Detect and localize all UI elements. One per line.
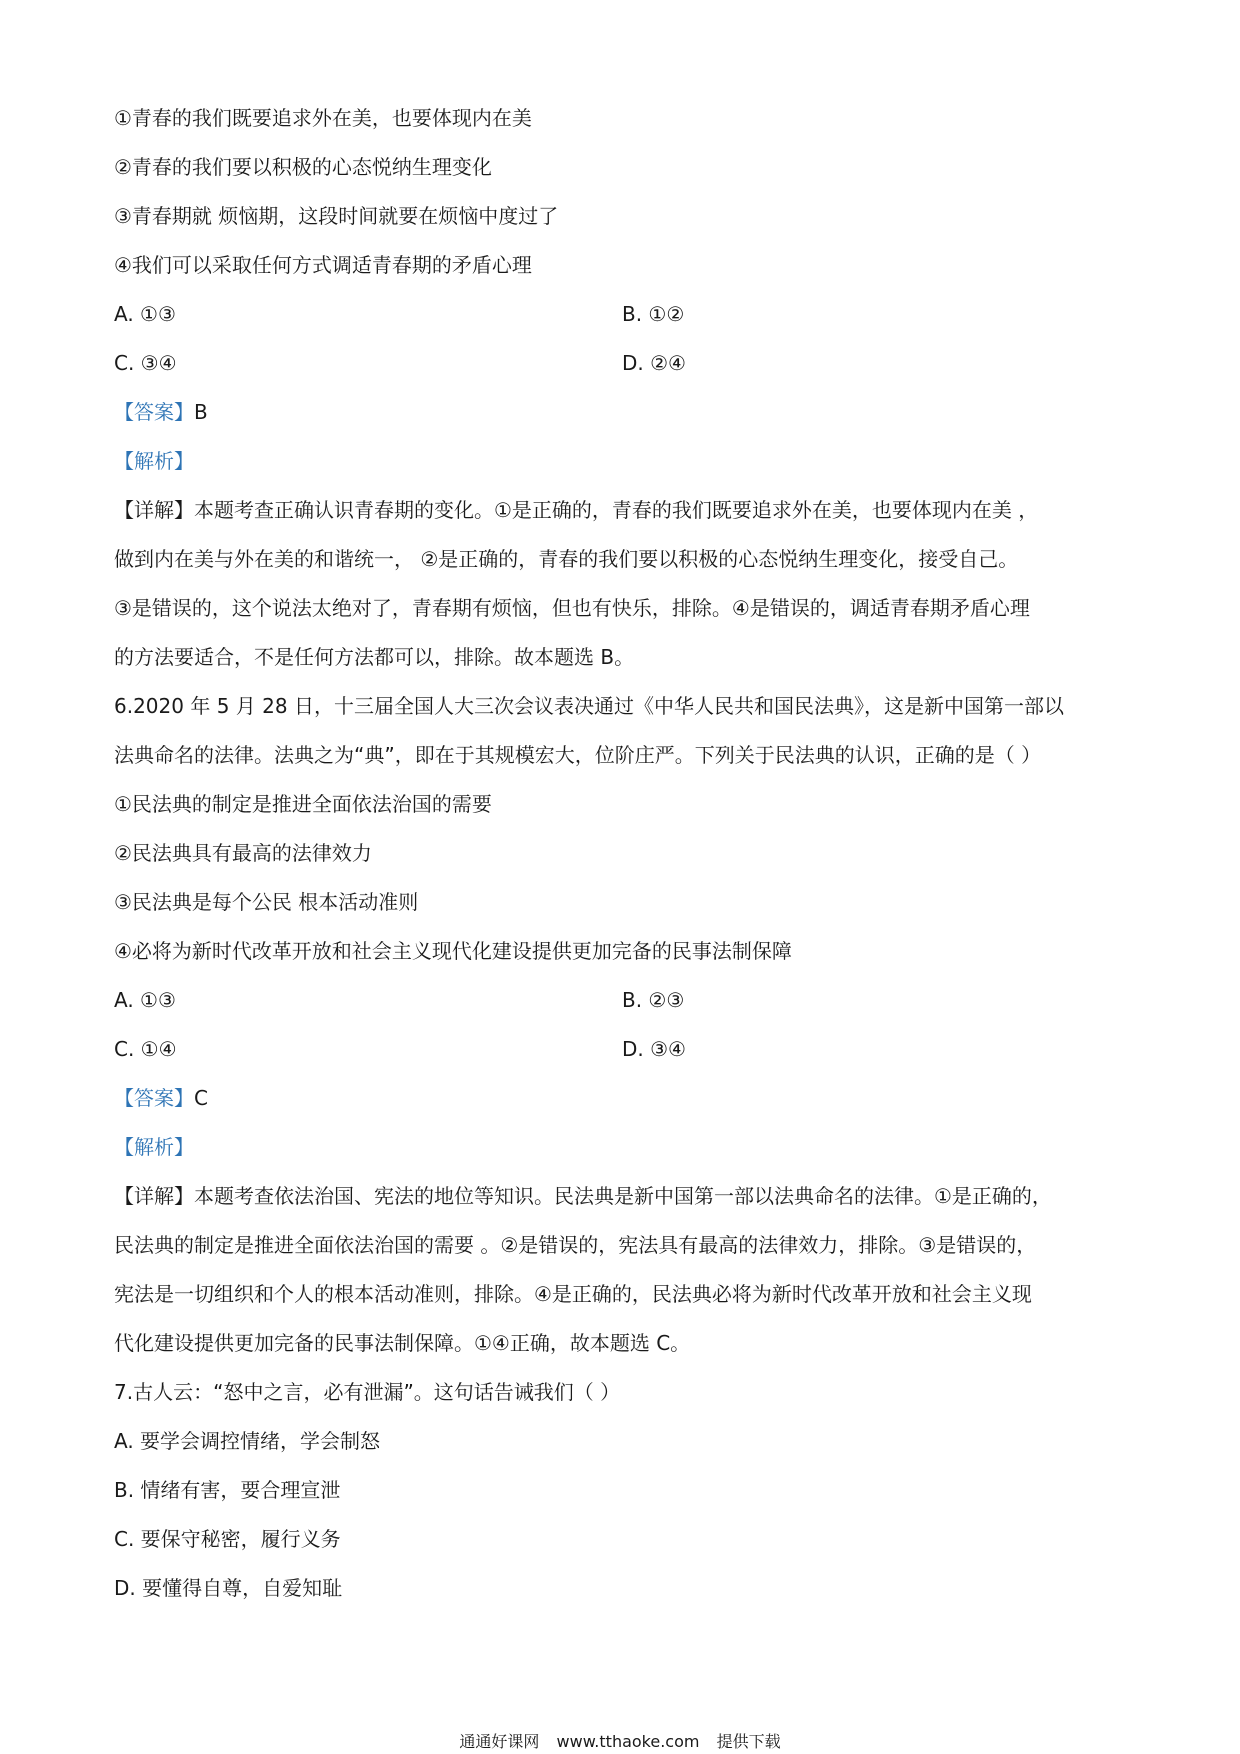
q6-detail-line-1: [114, 1182, 1134, 1210]
q6-statement-3: ③民法典是每个公民 根本活动准则: [114, 890, 419, 914]
q6-detail-line-2: 民法典的制定是推进全面依法治国的需要 。②是错误的，宪法具有最高的法律效力，排除。③是错误的，: [114, 1233, 1037, 1257]
page-footer: [0, 1731, 1240, 1753]
q5-detail-line-3: ③是错误的，这个说法太绝对了，青春期有烦恼，但也有快乐，排除。④是错误的，调适青春期矛盾心理: [114, 596, 1030, 620]
detail-label: 【详解】: [114, 1184, 194, 1208]
q7-option-a: A. 要学会调控情绪，学会制怒: [114, 1429, 381, 1453]
q6-option-c: C. ①④: [114, 1037, 177, 1061]
q6-statement-4: ④必将为新时代改革开放和社会主义现代化建设提供更加完备的民事法制保障: [114, 939, 792, 963]
q5-detail-line-4: 的方法要适合，不是任何方法都可以，排除。故本题选 B。: [114, 645, 635, 669]
q6-stem-line-2: 法典命名的法律。法典之为“典”，即在于其规模宏大，位阶庄严。下列关于民法典的认识，正确的是（ ）: [114, 743, 1042, 767]
q7-option-b: B. 情绪有害，要合理宣泄: [114, 1478, 341, 1502]
q6-analysis-label: 【解析】: [114, 1135, 194, 1159]
q6-option-b: B. ②③: [622, 988, 685, 1012]
q6-statement-1: ①民法典的制定是推进全面依法治国的需要: [114, 792, 492, 816]
q5-answer: [114, 398, 1134, 426]
q5-option-c: C. ③④: [114, 351, 177, 375]
footer-site-name: 通通好课网: [459, 1732, 540, 1751]
answer-label: 【答案】: [114, 400, 194, 424]
detail-label: 【详解】: [114, 498, 194, 522]
q6-statement-2: ②民法典具有最高的法律效力: [114, 841, 372, 865]
answer-value: B: [194, 400, 208, 424]
q7-option-d: D. 要懂得自尊，自爱知耻: [114, 1576, 343, 1600]
q5-statement-4: ④我们可以采取任何方式调适青春期的矛盾心理: [114, 253, 532, 277]
q6-option-a: A. ①③: [114, 988, 176, 1012]
q6-detail-line-3: 宪法是一切组织和个人的根本活动准则，排除。④是正确的，民法典必将为新时代改革开放和社会主义现: [114, 1282, 1032, 1306]
footer-url-link[interactable]: www.tthaoke.com: [556, 1732, 700, 1751]
detail-text: 本题考查依法治国、宪法的地位等知识。民法典是新中国第一部以法典命名的法律。①是正确的，: [194, 1184, 1052, 1208]
q6-option-d: D. ③④: [622, 1037, 686, 1061]
q5-analysis-label: 【解析】: [114, 449, 194, 473]
q5-detail-line-1: [114, 496, 1134, 524]
q6-stem-line-1: 6.2020 年 5 月 28 日，十三届全国人大三次会议表决通过《中华人民共和国民法典》，这是新中国第一部以: [114, 694, 1064, 718]
q5-option-d: D. ②④: [622, 351, 686, 375]
q5-option-b: B. ①②: [622, 302, 685, 326]
q5-statement-3: ③青春期就 烦恼期，这段时间就要在烦恼中度过了: [114, 204, 559, 228]
answer-value: C: [194, 1086, 208, 1110]
detail-text: 本题考查正确认识青春期的变化。①是正确的，青春的我们既要追求外在美，也要体现内在美 ，: [194, 498, 1039, 522]
q6-detail-line-4: 代化建设提供更加完备的民事法制保障。①④正确，故本题选 C。: [114, 1331, 691, 1355]
q5-detail-line-2: 做到内在美与外在美的和谐统一， ②是正确的，青春的我们要以积极的心态悦纳生理变化，接受自己。: [114, 547, 1019, 571]
answer-label: 【答案】: [114, 1086, 194, 1110]
q7-stem: 7.古人云：“怒中之言，必有泄漏”。这句话告诫我们（ ）: [114, 1380, 621, 1404]
q5-option-a: A. ①③: [114, 302, 176, 326]
q5-statement-2: ②青春的我们要以积极的心态悦纳生理变化: [114, 155, 492, 179]
q6-answer: [114, 1084, 1134, 1112]
footer-download-text: 提供下载: [716, 1732, 781, 1751]
q7-option-c: C. 要保守秘密，履行义务: [114, 1527, 341, 1551]
q5-statement-1: ①青春的我们既要追求外在美，也要体现内在美: [114, 106, 532, 130]
